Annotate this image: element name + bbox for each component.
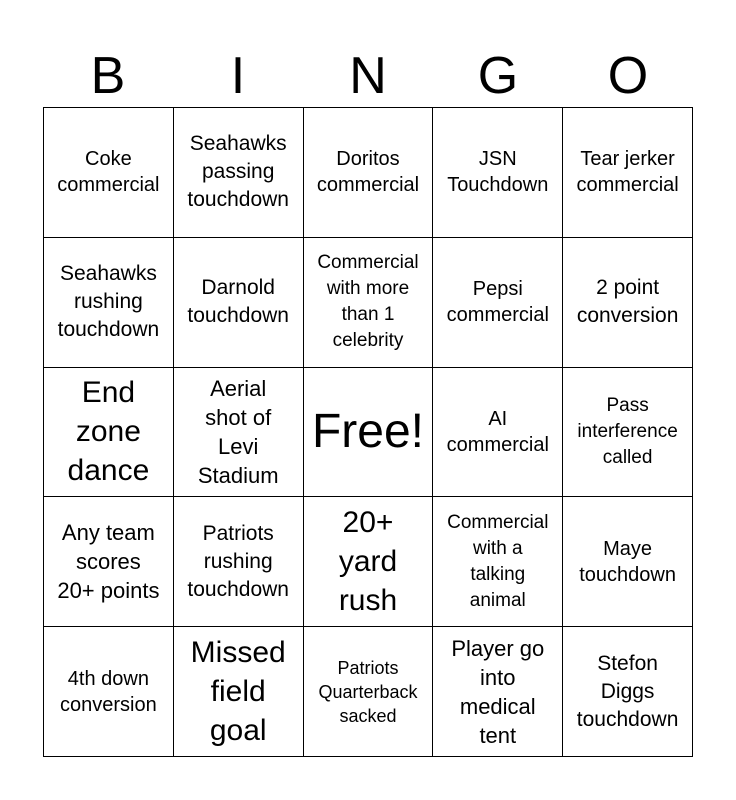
free-space-cell[interactable] — [304, 368, 434, 498]
bingo-cell-label: End zone dance — [67, 376, 150, 488]
bingo-cell-label: Patriots rushing touchdown — [187, 521, 289, 601]
bingo-cell-label: Commercial with more than 1 celebrity — [317, 252, 419, 352]
bingo-cell-label: Player go into medical tent — [451, 635, 545, 748]
bingo-cell[interactable] — [44, 497, 174, 627]
bingo-cell[interactable] — [563, 368, 693, 498]
header-letter-g: G — [477, 47, 519, 105]
bingo-cell-label: Any team scores 20+ points — [57, 520, 160, 604]
bingo-header — [43, 48, 693, 104]
bingo-cell[interactable] — [44, 238, 174, 368]
bingo-cell[interactable] — [44, 627, 174, 757]
bingo-cell[interactable] — [563, 627, 693, 757]
bingo-cell-label: Missed field goal — [190, 636, 286, 748]
bingo-cell-label: Patriots Quarterback sacked — [318, 657, 418, 726]
bingo-cell-label: Pepsi commercial — [446, 278, 549, 327]
bingo-cell-label: Seahawks passing touchdown — [187, 132, 289, 212]
bingo-cell-label: 2 point conversion — [576, 276, 679, 328]
bingo-cell-label: 4th down conversion — [60, 667, 157, 716]
bingo-cell[interactable] — [174, 497, 304, 627]
bingo-cell-label: Seahawks rushing touchdown — [57, 262, 160, 342]
bingo-cell[interactable] — [44, 108, 174, 238]
bingo-cell-label: Free! — [311, 404, 424, 458]
header-letter-i: I — [230, 47, 246, 105]
header-letter-o: O — [607, 47, 649, 105]
bingo-cell[interactable] — [563, 238, 693, 368]
bingo-cell-label: Stefon Diggs touchdown — [576, 651, 679, 731]
bingo-cell-label: 20+ yard rush — [338, 506, 398, 618]
bingo-cell[interactable] — [304, 497, 434, 627]
bingo-cell[interactable] — [433, 497, 563, 627]
bingo-cell-label: AI commercial — [446, 407, 549, 456]
bingo-cell-label: Tear jerker commercial — [576, 148, 679, 197]
bingo-cell-label: Coke commercial — [57, 148, 160, 197]
bingo-cell[interactable] — [304, 108, 434, 238]
bingo-cell[interactable] — [433, 108, 563, 238]
bingo-cell[interactable] — [433, 368, 563, 498]
bingo-cell[interactable] — [174, 238, 304, 368]
bingo-cell-label: Darnold touchdown — [187, 276, 289, 328]
bingo-cell[interactable] — [174, 108, 304, 238]
bingo-cell[interactable] — [433, 238, 563, 368]
bingo-cell[interactable] — [304, 238, 434, 368]
bingo-cell-label: Commercial with a talking animal — [447, 511, 549, 611]
bingo-cell[interactable] — [304, 627, 434, 757]
bingo-cell[interactable] — [433, 627, 563, 757]
header-letter-b: B — [90, 47, 126, 105]
bingo-cell[interactable] — [44, 368, 174, 498]
bingo-cell[interactable] — [174, 368, 304, 498]
bingo-cell-label: JSN Touchdown — [447, 148, 549, 197]
bingo-cell[interactable] — [174, 627, 304, 757]
bingo-cell-label: Pass interference called — [577, 394, 678, 468]
bingo-cell-label: Doritos commercial — [316, 148, 420, 197]
bingo-cell-label: Aerial shot of Levi Stadium — [197, 375, 279, 488]
header-letter-n: N — [349, 47, 387, 105]
bingo-cell[interactable] — [563, 108, 693, 238]
bingo-cell[interactable] — [563, 497, 693, 627]
bingo-card-grid — [43, 107, 693, 757]
bingo-cell-label: Maye touchdown — [579, 537, 676, 586]
